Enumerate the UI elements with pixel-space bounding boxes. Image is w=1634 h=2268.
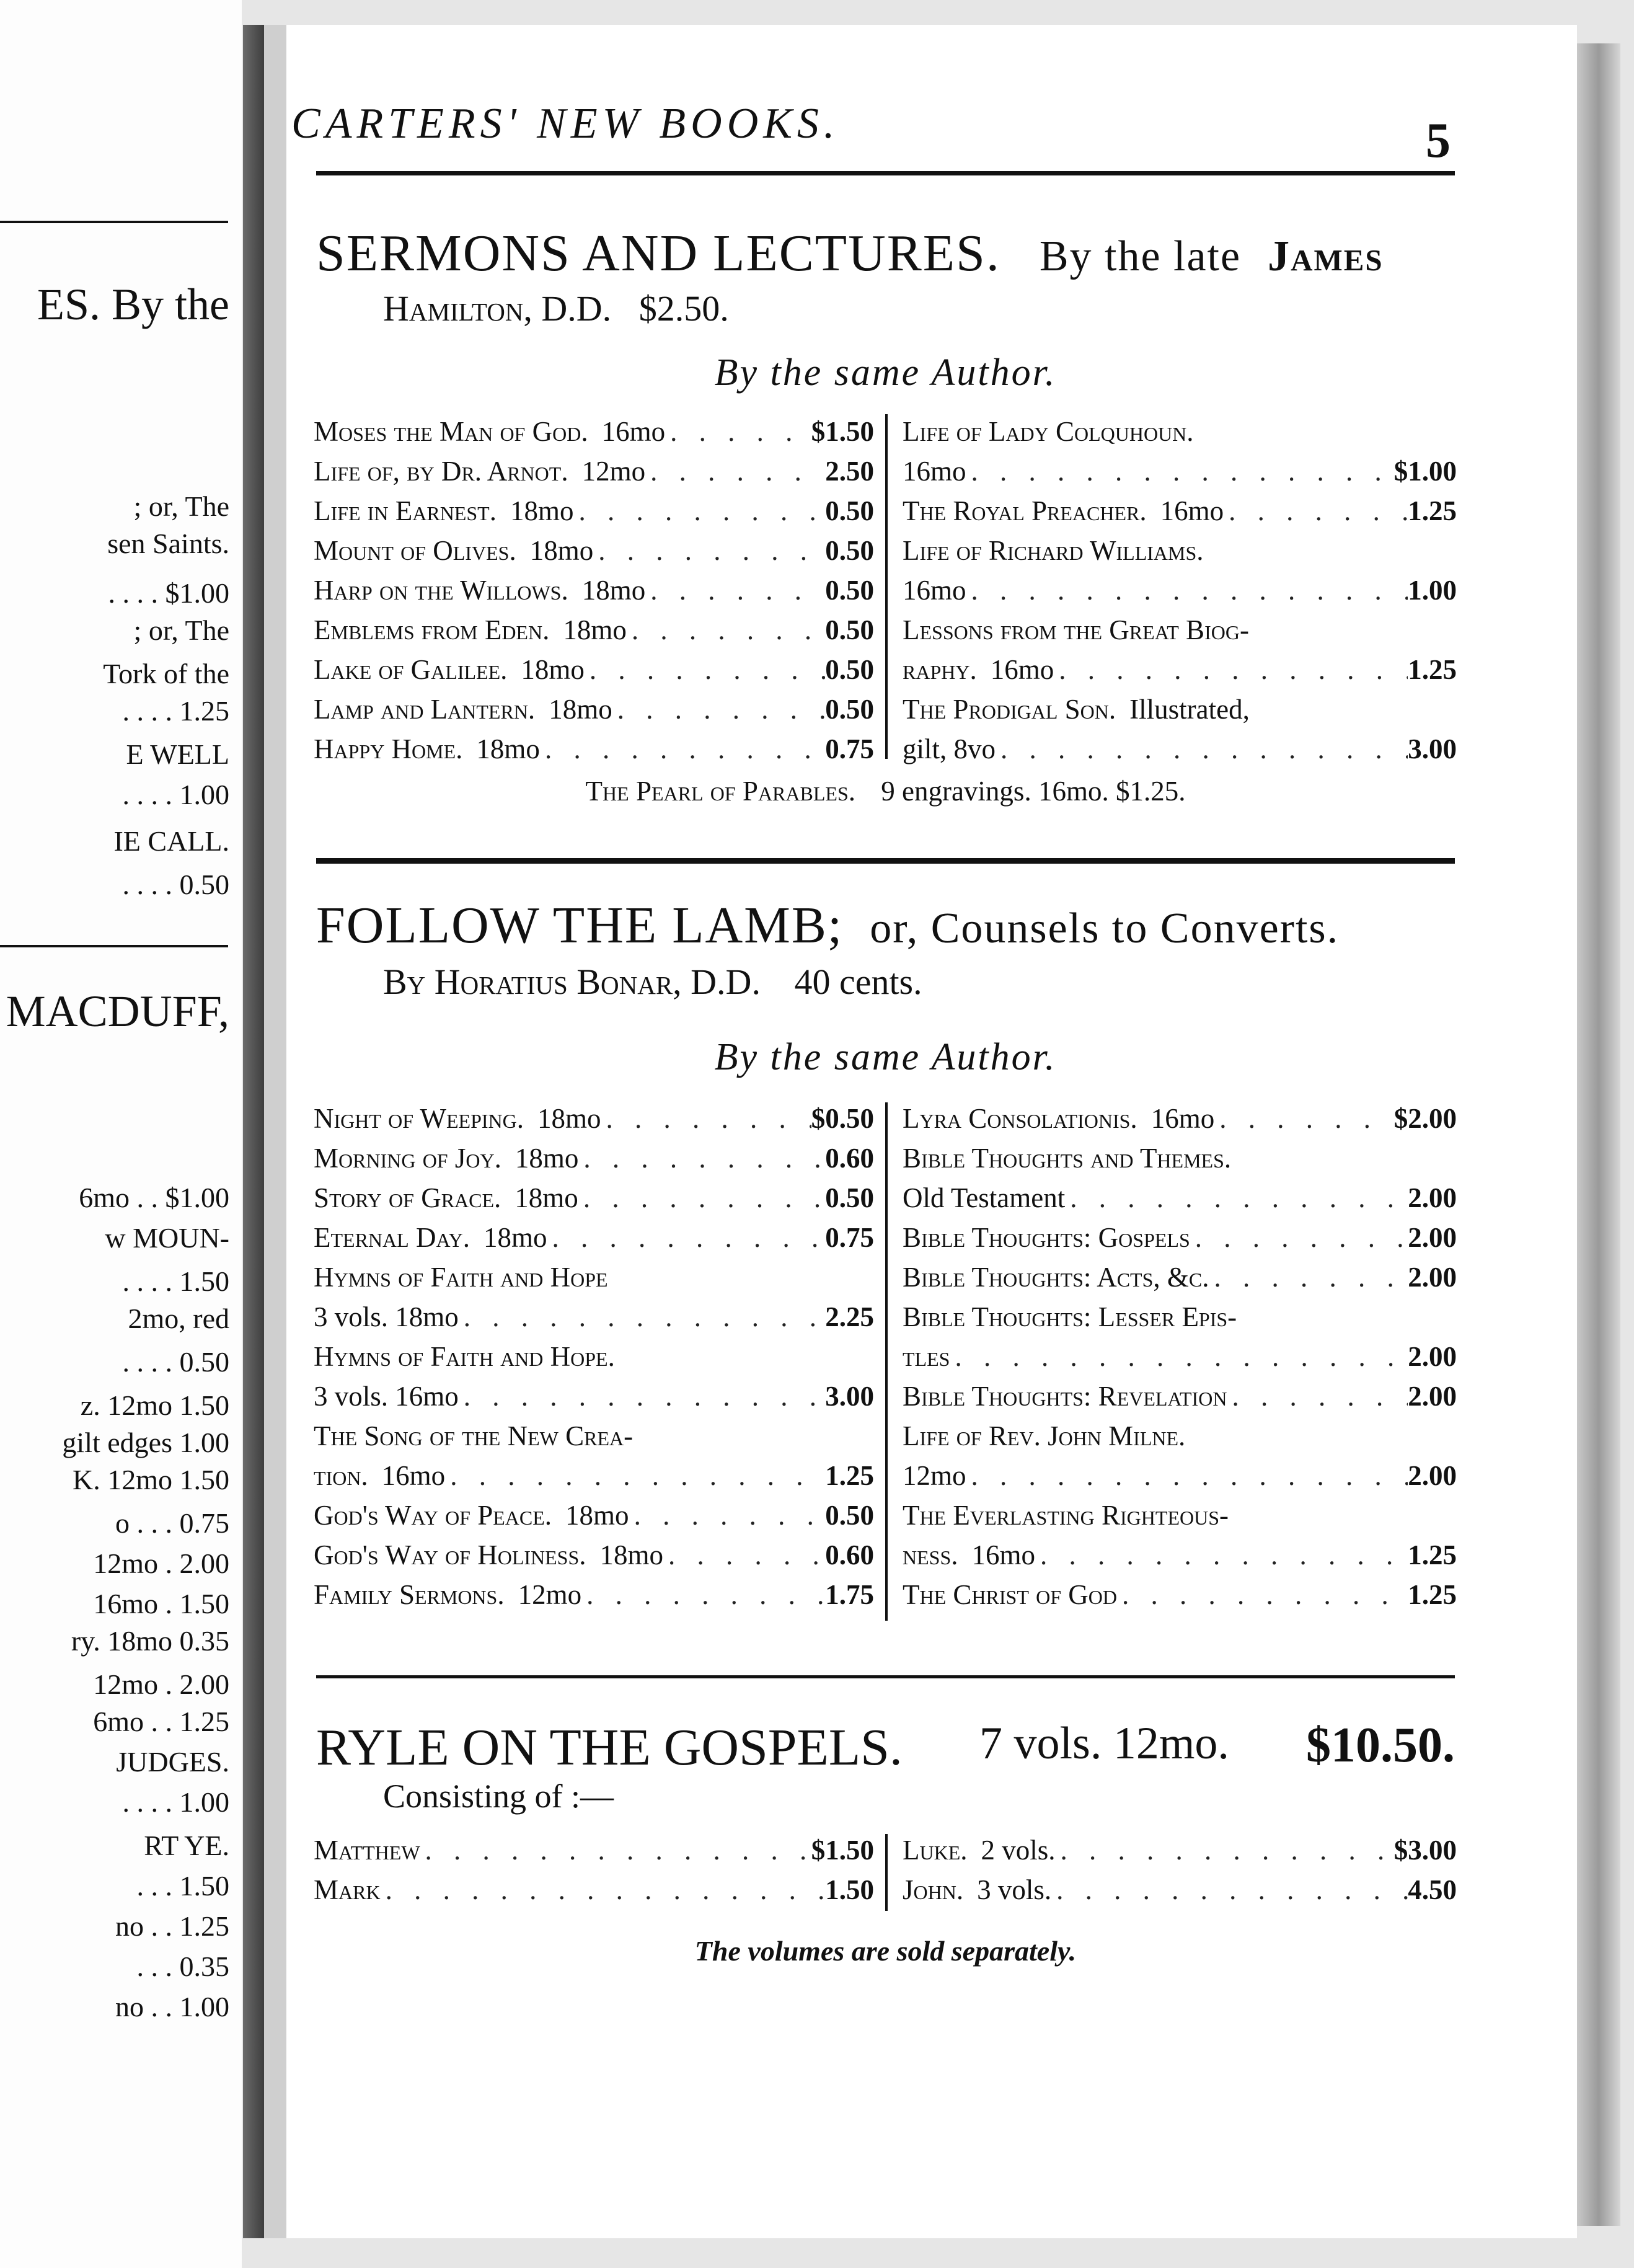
dot-leader	[581, 1575, 825, 1615]
book-entry	[314, 1416, 874, 1456]
dot-leader	[665, 412, 811, 451]
left-page-line: JUDGES.	[116, 1746, 229, 1778]
book-price: 1.25	[1408, 1579, 1457, 1610]
left-page-line: . . . . $1.00	[108, 577, 229, 609]
dot-leader	[420, 1830, 811, 1870]
dot-leader	[1214, 1099, 1394, 1138]
book-entry	[903, 1178, 1457, 1218]
dot-leader	[601, 1099, 811, 1138]
left-page-line: w MOUN-	[105, 1222, 229, 1254]
book-entry	[314, 1870, 874, 1910]
book-price: 1.75	[825, 1579, 874, 1610]
book-price: 0.50	[825, 694, 874, 725]
book-title: Life of, by Dr. Arnot.	[314, 456, 568, 487]
left-page-line: no . . 1.00	[115, 1991, 229, 2022]
dot-leader	[1056, 1830, 1394, 1870]
dot-leader	[445, 1456, 825, 1495]
book-price: $3.00	[1393, 1835, 1457, 1866]
book-price: 0.50	[825, 495, 874, 526]
left-page-line: . . . . 1.50	[122, 1265, 229, 1297]
book-entry	[314, 1099, 874, 1138]
book-format: Illustrated,	[1129, 694, 1250, 725]
book-title: Old Testament	[903, 1182, 1066, 1213]
book-format: 18mo	[521, 654, 585, 685]
book-price: $1.50	[811, 1835, 874, 1866]
book-entry	[903, 1575, 1457, 1615]
dot-leader	[459, 1297, 825, 1337]
book-price: 1.25	[1408, 654, 1457, 685]
dot-leader	[1054, 650, 1408, 689]
book-entry	[903, 1535, 1457, 1575]
book-price: 0.75	[825, 733, 874, 764]
left-page-line: . . . 0.35	[136, 1951, 229, 1982]
book-title: The Prodigal Son.	[903, 694, 1116, 725]
book-title: Life in Earnest.	[314, 495, 497, 526]
book-entry	[903, 570, 1457, 610]
book-price: 2.25	[825, 1301, 874, 1332]
book-title: tles	[903, 1341, 950, 1372]
left-page-line: sen Saints.	[107, 528, 229, 559]
book-price: 0.75	[825, 1222, 874, 1253]
book-price: 1.25	[825, 1460, 874, 1491]
header-rule	[316, 171, 1455, 175]
book-title: Bible Thoughts: Gospels	[903, 1222, 1190, 1253]
dot-leader	[1190, 1218, 1408, 1257]
book-entry	[314, 1178, 874, 1218]
book-gutter	[243, 25, 264, 2238]
book-entry	[314, 610, 874, 650]
dot-leader	[663, 1535, 825, 1575]
book-price: 0.50	[825, 575, 874, 606]
book-title: Mount of Olives.	[314, 535, 516, 566]
book-title: The Royal Preacher.	[903, 495, 1147, 526]
left-page-line: . . . . 1.25	[122, 695, 229, 727]
book-title: Lamp and Lantern.	[314, 694, 536, 725]
dot-leader	[645, 451, 825, 491]
book-entry	[314, 729, 874, 769]
book-entry	[903, 610, 1457, 650]
book-title: Bible Thoughts and Themes.	[903, 1143, 1232, 1174]
left-page-line: K. 12mo 1.50	[73, 1464, 229, 1495]
running-head: CARTERS' NEW BOOKS.	[291, 100, 840, 148]
left-page-line: no . . 1.25	[115, 1910, 229, 1942]
book-entry	[314, 412, 874, 451]
dot-leader	[1117, 1575, 1408, 1615]
book-entry	[903, 1376, 1457, 1416]
left-page-rule	[0, 945, 228, 947]
left-page-line: . . . . 1.00	[122, 779, 229, 810]
book-price: $0.50	[811, 1103, 874, 1134]
dot-leader	[1035, 1535, 1408, 1575]
dot-leader	[966, 451, 1394, 491]
page-edge	[1577, 43, 1620, 2226]
book-entry	[903, 1257, 1457, 1297]
book-format: 18mo	[549, 694, 612, 725]
book-title: Emblems from Eden.	[314, 614, 550, 645]
book-title: Life of Lady Colquhoun.	[903, 416, 1194, 447]
book-title: Harp on the Willows.	[314, 575, 568, 606]
book-price: 2.50	[825, 456, 874, 487]
book-title: God's Way of Holiness.	[314, 1539, 586, 1570]
book-format: 16mo	[971, 1539, 1036, 1570]
dot-leader	[540, 729, 825, 769]
book-title: Bible Thoughts: Acts, &c.	[903, 1262, 1209, 1293]
left-page-line: . . . . 0.50	[122, 1346, 229, 1378]
book-title: raphy.	[903, 654, 977, 685]
left-page-line: 12mo . 2.00	[93, 1668, 229, 1700]
book-entry	[314, 1257, 874, 1297]
book-entry	[903, 1138, 1457, 1178]
book-title: Matthew	[314, 1835, 420, 1866]
book-title: Hymns of Faith and Hope	[314, 1262, 608, 1293]
dot-leader	[593, 531, 825, 570]
dot-leader	[629, 1495, 826, 1535]
book-price: 2.00	[1408, 1222, 1457, 1253]
sold-separately-note: The volumes are sold separately.	[694, 1935, 1077, 1967]
book-title: The Everlasting Righteous-	[903, 1500, 1229, 1531]
book-title: John.	[903, 1874, 964, 1905]
book-entry	[314, 1376, 874, 1416]
book-price: 3.00	[825, 1381, 874, 1412]
dot-leader	[966, 570, 1408, 610]
book-format: 18mo	[565, 1500, 629, 1531]
dot-leader	[1209, 1257, 1408, 1297]
left-page-line: 12mo . 2.00	[93, 1548, 229, 1579]
book-entry	[314, 451, 874, 491]
dot-leader	[578, 1178, 825, 1218]
book-entry	[903, 531, 1457, 570]
book-entry	[314, 1138, 874, 1178]
book-title: The Song of the New Crea-	[314, 1420, 634, 1451]
book-price: 2.00	[1408, 1262, 1457, 1293]
book-format: 16mo	[381, 1460, 446, 1491]
book-entry	[314, 570, 874, 610]
book-title: Story of Grace.	[314, 1182, 501, 1213]
dot-leader	[1051, 1870, 1408, 1910]
book-entry	[903, 491, 1457, 531]
byline-bonar: By Horatius Bonar, D.D. 40 cents.	[383, 962, 922, 1002]
book-format: 16mo	[601, 416, 666, 447]
book-title: 3 vols. 16mo	[314, 1381, 459, 1412]
book-format: 18mo	[581, 575, 646, 606]
book-title: Bible Thoughts: Revelation	[903, 1381, 1227, 1412]
book-entry	[314, 1297, 874, 1337]
book-entry	[903, 1830, 1457, 1870]
left-page-rule	[0, 221, 228, 223]
book-entry	[903, 412, 1457, 451]
book-format: 12mo	[518, 1579, 582, 1610]
book-price: 2.00	[1408, 1460, 1457, 1491]
book-entry	[903, 451, 1457, 491]
book-format: 18mo	[563, 614, 627, 645]
book-entry	[314, 1830, 874, 1870]
book-title: tion.	[314, 1460, 368, 1491]
consisting-of-label: Consisting of :—	[383, 1778, 614, 1815]
book-entry	[903, 1495, 1457, 1535]
left-page-line: ES. By the	[37, 280, 229, 329]
left-page-line: 16mo . 1.50	[93, 1588, 229, 1619]
left-page-line: . . . 1.50	[136, 1870, 229, 1902]
book-price: 2.00	[1408, 1182, 1457, 1213]
book-title: Lyra Consolationis.	[903, 1103, 1137, 1134]
book-title: 12mo	[903, 1460, 966, 1491]
dot-leader	[578, 1138, 825, 1178]
left-page-line: gilt edges 1.00	[62, 1427, 229, 1458]
book-title: 16mo	[903, 456, 966, 487]
book-title: Mark	[314, 1874, 381, 1905]
book-entry	[314, 1575, 874, 1615]
left-page-line: . . . . 0.50	[122, 869, 229, 900]
left-page-line: o . . . 0.75	[115, 1507, 229, 1539]
column-divider	[885, 1834, 888, 1911]
section-title-ryle: RYLE ON THE GOSPELS. 7 vols. 12mo. $10.50.	[316, 1718, 1455, 1776]
book-title: Luke.	[903, 1835, 968, 1866]
book-entry	[314, 1456, 874, 1495]
dot-leader	[996, 729, 1408, 769]
book-entry	[314, 1535, 874, 1575]
dot-leader	[459, 1376, 825, 1416]
left-page-line: ry. 18mo 0.35	[71, 1625, 229, 1657]
left-page-fragment	[0, 0, 242, 2268]
book-format: 18mo	[529, 535, 594, 566]
book-title: Lake of Galilee.	[314, 654, 508, 685]
book-title: Lessons from the Great Biog-	[903, 614, 1249, 645]
book-entry	[314, 1218, 874, 1257]
book-price: 0.60	[825, 1143, 874, 1174]
dot-leader	[547, 1218, 826, 1257]
left-page-line: IE CALL.	[113, 825, 229, 857]
book-title: God's Way of Peace.	[314, 1500, 552, 1531]
book-title: Hymns of Faith and Hope.	[314, 1341, 615, 1372]
book-entry	[314, 531, 874, 570]
dot-leader	[585, 650, 825, 689]
dot-leader	[627, 610, 825, 650]
book-format: 18mo	[599, 1539, 664, 1570]
book-price: 0.50	[825, 654, 874, 685]
book-entry	[903, 1337, 1457, 1376]
book-price: 1.25	[1408, 495, 1457, 526]
book-price: 0.50	[825, 614, 874, 645]
book-title: Morning of Joy.	[314, 1143, 501, 1174]
book-entry	[314, 1495, 874, 1535]
book-entry	[903, 729, 1457, 769]
dot-leader	[573, 491, 825, 531]
book-price: 1.25	[1408, 1539, 1457, 1570]
book-title: Bible Thoughts: Lesser Epis-	[903, 1301, 1237, 1332]
left-page-line: . . . . 1.00	[122, 1786, 229, 1818]
left-page-line: MACDUFF,	[6, 986, 229, 1036]
section-title-sermons: SERMONS AND LECTURES. By the late James	[316, 224, 1384, 282]
left-page-line: RT YE.	[144, 1830, 229, 1861]
book-format: 12mo	[581, 456, 646, 487]
book-title: Life of Rev. John Milne.	[903, 1420, 1186, 1451]
book-title: gilt, 8vo	[903, 733, 996, 764]
same-author-heading: By the same Author.	[714, 352, 1057, 394]
book-price: 3.00	[1408, 733, 1457, 764]
dot-leader	[1065, 1178, 1408, 1218]
book-title: Life of Richard Williams.	[903, 535, 1204, 566]
column-divider	[885, 414, 888, 759]
book-format: 18mo	[510, 495, 574, 526]
byline-hamilton: Hamilton, D.D. $2.50.	[383, 288, 729, 329]
dot-leader	[1227, 1376, 1408, 1416]
book-price: 0.50	[825, 1500, 874, 1531]
book-price: 2.00	[1408, 1381, 1457, 1412]
book-price: 4.50	[1408, 1874, 1457, 1905]
dot-leader	[950, 1337, 1408, 1376]
book-price: 1.00	[1408, 575, 1457, 606]
book-format: 18mo	[476, 733, 540, 764]
dot-leader	[645, 570, 825, 610]
book-price: $2.00	[1393, 1103, 1457, 1134]
book-title: Night of Weeping.	[314, 1103, 524, 1134]
book-format: 16mo	[990, 654, 1054, 685]
book-format: 3 vols.	[977, 1874, 1052, 1905]
book-entry	[903, 1456, 1457, 1495]
book-entry	[314, 650, 874, 689]
same-author-heading: By the same Author.	[714, 1036, 1057, 1078]
book-format: 18mo	[483, 1222, 547, 1253]
book-format: 16mo	[1150, 1103, 1215, 1134]
book-price: 0.50	[825, 535, 874, 566]
book-entry	[314, 491, 874, 531]
dot-leader	[966, 1456, 1408, 1495]
book-title: ness.	[903, 1539, 958, 1570]
book-format: 18mo	[537, 1103, 601, 1134]
book-entry	[903, 1218, 1457, 1257]
book-price: $1.00	[1393, 456, 1457, 487]
book-format: 2 vols.	[981, 1835, 1056, 1866]
left-page-line: ; or, The	[133, 614, 229, 646]
book-title: 3 vols. 18mo	[314, 1301, 459, 1332]
left-page-line: 6mo . . 1.25	[93, 1706, 229, 1737]
book-title: 16mo	[903, 575, 966, 606]
book-entry	[314, 689, 874, 729]
left-page-line: E WELL	[126, 738, 229, 770]
dot-leader	[612, 689, 826, 729]
book-entry	[903, 1297, 1457, 1337]
left-page-line: 2mo, red	[128, 1303, 229, 1334]
book-format: 16mo	[1160, 495, 1224, 526]
book-price: $1.50	[811, 416, 874, 447]
left-page-line: 6mo . . $1.00	[79, 1182, 229, 1213]
section-title-follow-the-lamb: FOLLOW THE LAMB; or, Counsels to Converts.	[316, 897, 1340, 954]
book-entry	[903, 650, 1457, 689]
left-page-line: z. 12mo 1.50	[80, 1389, 229, 1421]
dot-leader	[1224, 491, 1408, 531]
book-title: Family Sermons.	[314, 1579, 505, 1610]
book-title: Happy Home.	[314, 733, 463, 764]
book-title: Eternal Day.	[314, 1222, 470, 1253]
book-entry	[314, 1337, 874, 1376]
section-rule	[316, 858, 1455, 864]
book-format: 18mo	[514, 1143, 579, 1174]
book-title: The Christ of God	[903, 1579, 1117, 1610]
book-price: 2.00	[1408, 1341, 1457, 1372]
page-number: 5	[1426, 113, 1451, 168]
column-divider	[885, 1102, 888, 1621]
left-page-line: Tork of the	[103, 658, 229, 689]
pearl-of-parables-line: The Pearl of Parables. 9 engravings. 16mo. $1.25.	[585, 776, 1186, 807]
book-price: 1.50	[825, 1874, 874, 1905]
book-format: 18mo	[514, 1182, 578, 1213]
book-title: Moses the Man of God.	[314, 416, 588, 447]
section-rule	[316, 1675, 1455, 1678]
book-entry	[903, 689, 1457, 729]
book-entry	[903, 1870, 1457, 1910]
book-price: 0.50	[825, 1182, 874, 1213]
left-page-line: ; or, The	[133, 490, 229, 522]
book-entry	[903, 1099, 1457, 1138]
book-price: 0.60	[825, 1539, 874, 1570]
book-gutter-shadow	[264, 25, 289, 2238]
dot-leader	[381, 1870, 826, 1910]
book-entry	[903, 1416, 1457, 1456]
